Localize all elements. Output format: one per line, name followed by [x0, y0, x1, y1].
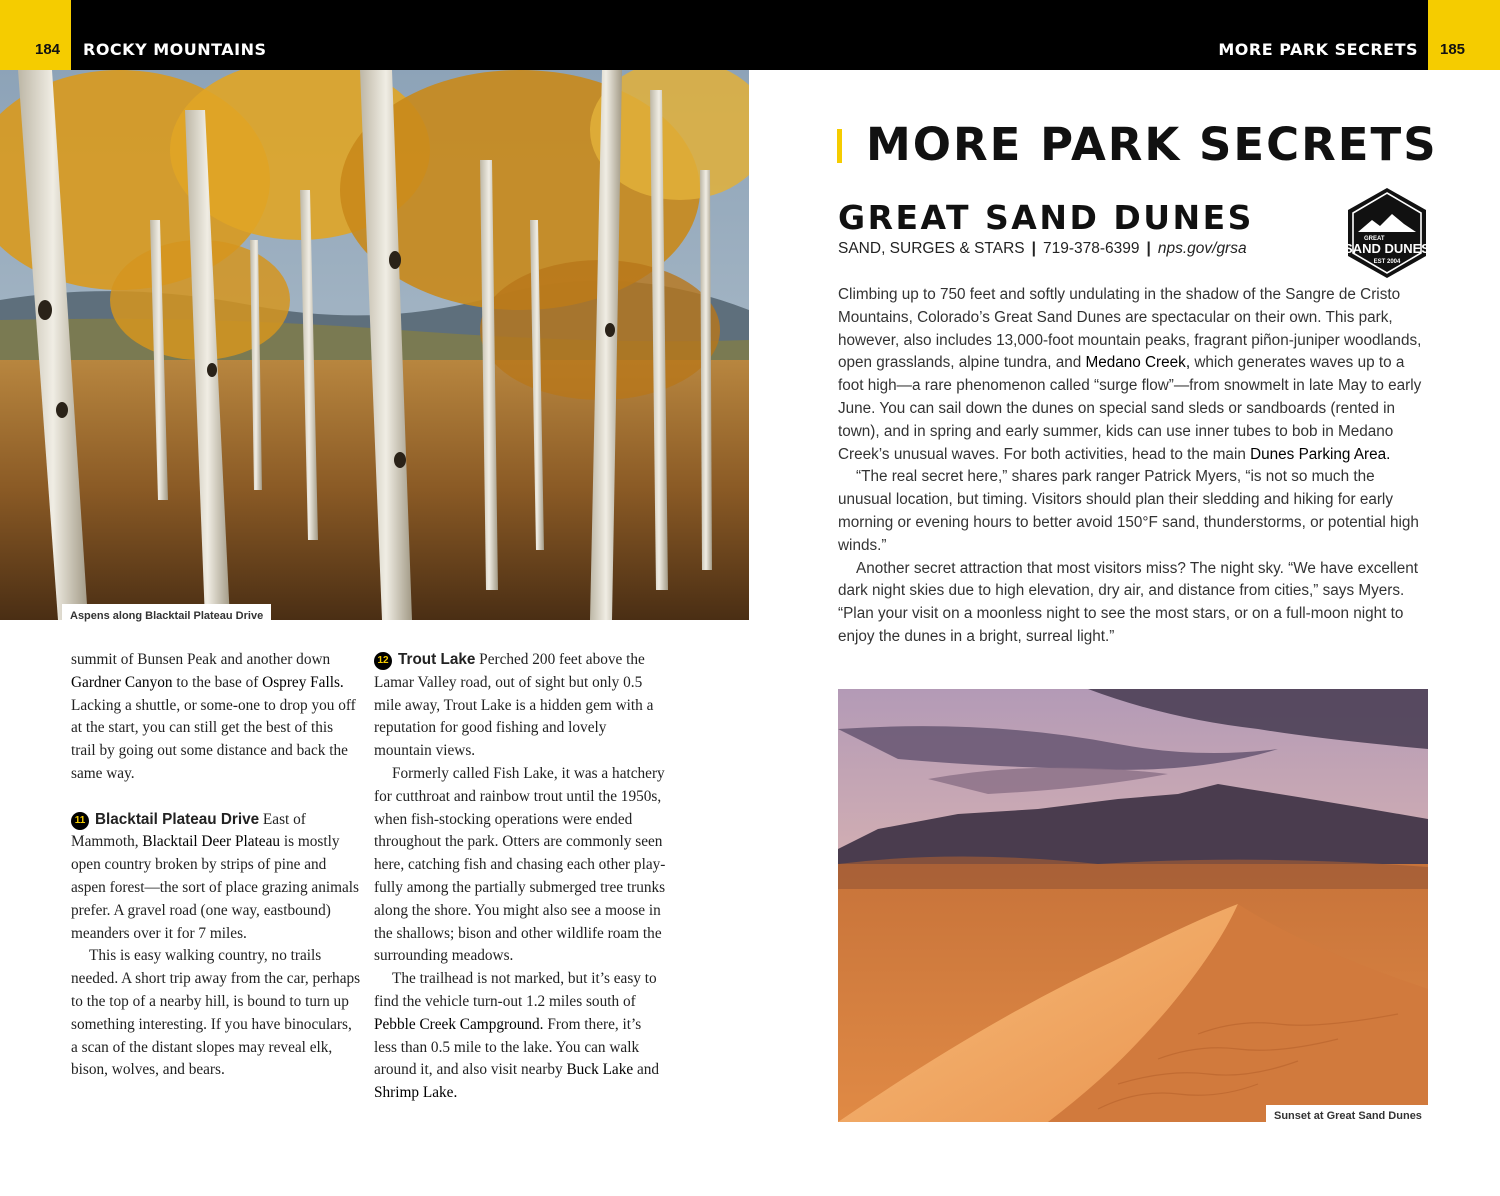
entry-12: 12 Trout Lake Perched 200 feet above the Lamar Valley road, out of sight but only 0.5 mile away, Trout Lake is a hidden gem with a reputation for good fishing and lovely mountain views. — [374, 651, 654, 760]
osprey-falls-place: Osprey Falls. — [262, 673, 344, 691]
dunes-intro-paragraph: Climbing up to 750 feet and softly undulating in the shadow of the Sangre de Cristo Mountains, Colorado’s Great Sand Dunes are spectacular on their own. This park, however, also includes 13,000-foot mountain peaks, fragrant piñon-juniper woodlands, open grasslands, alpine tundra, and Medano Creek, which generates waves up to a foot high—a rare phenomenon called “surge flow”—from snowmelt in late May to early June. You can sail down the dunes on special sand sleds or sandboards (rented in town), and in spring and early summer, kids can use inner tubes to bob in Medano Creek’s unusual waves. For both activities, head to the main Dunes Parking Area. — [838, 286, 1422, 463]
right-running-head: MORE PARK SECRETS — [1218, 40, 1418, 59]
park-name: GREAT SAND DUNES — [838, 198, 1254, 237]
left-page-tab — [0, 0, 71, 70]
pebble-creek-place: Pebble Creek Campground. — [374, 1015, 544, 1033]
medano-creek-place: Medano Creek, — [1085, 354, 1191, 372]
park-meta-line: SAND, SURGES & STARS | 719-378-6399 | nps.gov/grsa — [838, 240, 1247, 257]
section-accent-bar — [837, 129, 842, 163]
trailhead-paragraph: The trailhead is not marked, but it’s easy to find the vehicle turn-out 1.2 miles south of Pebble Creek Campground. From there, it’s less than 0.5 mile to the lake. You can walk around it, and also visit nearby Buck Lake and Shrimp Lake. — [374, 970, 660, 1102]
bunsen-paragraph: summit of Bunsen Peak and another down Gardner Canyon to the base of Osprey Falls. Lacking a shuttle, or some-one to drop you off at the start, you can still get the best of this trail by going out some distance and back the same way. — [71, 651, 356, 782]
entry-12-title: Trout Lake — [398, 651, 476, 668]
night-sky-paragraph: Another secret attraction that most visitors miss? The night sky. “We have excellent dark night skies due to high elevation, dry air, and distance from cities,” says Myers. “Plan your visit on a moonless night to see the most stars, or on a full-moon night to enjoy the dunes in a bright, surreal light.” — [838, 559, 1418, 645]
right-page-number: 185 — [1440, 41, 1466, 58]
left-running-head: ROCKY MOUNTAINS — [83, 40, 267, 59]
left-page-number: 184 — [35, 41, 61, 58]
entry-12-number-icon: 12 — [374, 652, 392, 670]
buck-lake-place: Buck Lake — [566, 1061, 634, 1079]
park-phone: 719-378-6399 — [1042, 240, 1140, 257]
park-tagline: SAND, SURGES & STARS — [838, 240, 1025, 257]
left-column-1 — [71, 649, 361, 1082]
dunes-parking-area-place: Dunes Parking Area. — [1250, 445, 1391, 463]
fish-lake-paragraph: Formerly called Fish Lake, it was a hatchery for cutthroat and rainbow trout until the 1950s, when fish-stocking operations were ended throughout the park. Otters are commonly seen here, catching fish and chasing each other play-fully among the partially submerged tree trunks along the shore. You might also see a moose in the shallows; bison and other wildlife roam the surrounding meadows. — [374, 764, 666, 965]
park-description — [838, 284, 1428, 649]
section-title: MORE PARK SECRETS — [866, 118, 1438, 171]
sand-dunes-photo — [838, 689, 1428, 1122]
gardner-canyon-place: Gardner Canyon — [71, 673, 173, 691]
entry-11-title: Blacktail Plateau Drive — [95, 810, 260, 828]
entry-11-number-icon: 11 — [71, 812, 89, 830]
park-website: nps.gov/grsa — [1157, 240, 1247, 257]
aspen-photo — [0, 70, 749, 620]
badge-line-3: EST 2004 — [1373, 259, 1401, 265]
badge-line-1: GREAT — [1364, 236, 1385, 242]
blacktail-deer-plateau-place: Blacktail Deer Plateau — [142, 833, 281, 851]
ranger-quote-paragraph: “The real secret here,” shares park ranger Patrick Myers, “is not so much the unusual location, but timing. Visitors should plan their sledding and hiking for early morning or evening hours to better avoid 150°F sand, thunderstorms, or potential high winds.” — [838, 468, 1419, 554]
header-bar — [0, 0, 1500, 70]
right-page-tab — [1428, 0, 1500, 70]
entry-11: 11 Blacktail Plateau Drive East of Mammoth, Blacktail Deer Plateau is mostly open country broken by strips of pine and aspen forest—the sort of place grazing animals prefer. A gravel road (one way, eastbound) meanders over it for 7 miles. — [71, 810, 359, 942]
walking-paragraph: This is easy walking country, no trails needed. A short trip away from the car, perhaps to the top of a nearby hill, is bound to turn up something interesting. If you have binoculars, a scan of the distant slopes may reveal elk, bison, wolves, and bears. — [71, 947, 361, 1079]
sand-dunes-photo-caption: Sunset at Great Sand Dunes — [1266, 1105, 1430, 1127]
badge-line-2: SAND DUNES — [1344, 241, 1430, 256]
left-column-2 — [374, 649, 666, 1105]
shrimp-lake-place: Shrimp Lake. — [374, 1084, 458, 1102]
aspen-photo-caption: Aspens along Blacktail Plateau Drive — [62, 604, 271, 628]
great-sand-dunes-badge-icon — [1344, 186, 1430, 280]
